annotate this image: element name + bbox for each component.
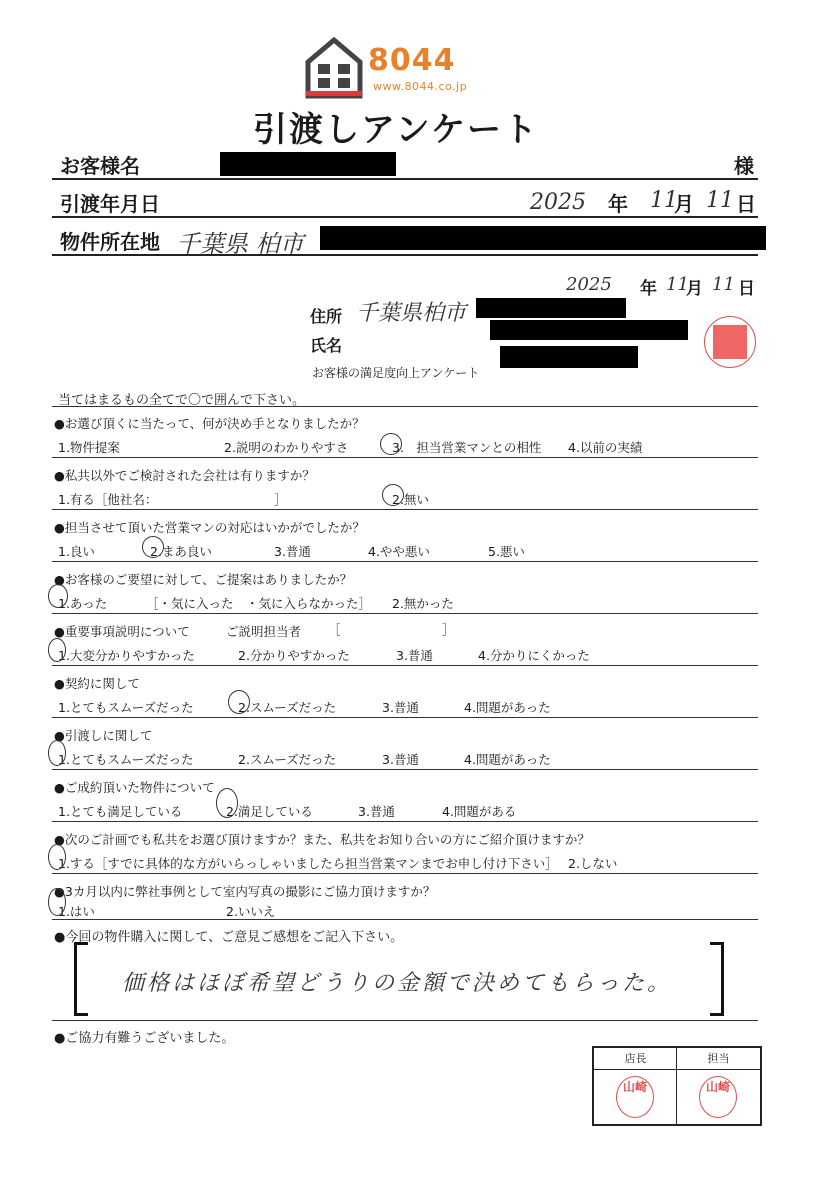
comment-prompt: ●今回の物件購入に関して、ご意見ご感想をご記入下さい。: [54, 930, 404, 945]
selection-circle: [216, 788, 238, 818]
delivery-year-unit: 年: [608, 192, 628, 216]
question-3: [52, 510, 758, 562]
option[interactable]: 1.とてもスムーズだった: [58, 700, 194, 715]
customer-name-row: [52, 144, 758, 180]
selection-circle: [380, 433, 402, 455]
address-label: 住所: [310, 307, 343, 326]
option[interactable]: 4.分かりにくかった: [478, 648, 590, 663]
question-subtext: ご説明担当者: [226, 624, 302, 639]
option[interactable]: 4.問題があった: [464, 752, 551, 767]
question-1: [52, 406, 758, 458]
redacted-name: [220, 152, 396, 176]
selection-circle: [142, 536, 164, 558]
option[interactable]: 1.良い: [58, 544, 95, 559]
option[interactable]: 2.まあ良い: [150, 544, 212, 559]
address-handwritten: 千葉県柏市: [356, 301, 467, 326]
question-2: [52, 458, 758, 510]
staff-stamp-cell: [677, 1048, 760, 1124]
question-5: [52, 614, 758, 666]
option[interactable]: 2.無い: [392, 492, 429, 507]
option[interactable]: 2.説明のわかりやすさ: [224, 440, 349, 455]
seal-redaction: [713, 325, 747, 359]
option[interactable]: 2.いいえ: [226, 904, 276, 919]
divider: [52, 1020, 758, 1021]
survey-name: お客様の満足度向上アンケート: [312, 366, 480, 380]
survey-month: 11: [666, 274, 689, 295]
manager-seal: 山崎: [616, 1076, 654, 1118]
redacted-address-2: [476, 298, 626, 318]
option[interactable]: 3.普通: [382, 700, 419, 715]
redacted-address: [320, 226, 766, 250]
stamp-table: [592, 1046, 762, 1126]
selection-circle: [228, 690, 250, 714]
option[interactable]: 4.問題があった: [464, 700, 551, 715]
brand-url: www.8044.co.jp: [373, 80, 468, 93]
option[interactable]: 1.大変分かりやすかった: [58, 648, 195, 663]
bracket-left: [74, 942, 88, 1016]
brand-logo-text: 8044: [368, 43, 456, 78]
question-text: ●契約に関して: [54, 676, 140, 691]
selection-circle: [48, 740, 66, 766]
option[interactable]: 5.悪い: [488, 544, 525, 559]
delivery-day-unit: 日: [736, 192, 756, 216]
comment-box: [74, 942, 724, 1016]
question-text: ●引渡しに関して: [54, 728, 153, 743]
question-text: ●担当させて頂いた営業マンの対応はいかがでしたか？: [54, 520, 365, 535]
survey-year-unit: 年: [640, 279, 657, 299]
question-8: [52, 770, 758, 822]
selection-circle: [48, 638, 66, 662]
option[interactable]: 3.普通: [274, 544, 311, 559]
option[interactable]: 1.物件提案: [58, 440, 120, 455]
option[interactable]: 2.スムーズだった: [238, 752, 337, 767]
question-9: [52, 822, 758, 874]
question-text: ●私共以外でご検討された会社は有りますか？: [54, 468, 315, 483]
question-text: ●お選び頂くに当たって、何が決め手となりましたか？: [54, 416, 365, 431]
option[interactable]: 1.はい: [58, 904, 95, 919]
question-6: [52, 666, 758, 718]
option[interactable]: 4.やや悪い: [368, 544, 430, 559]
redacted-address-3: [490, 320, 688, 340]
question-text: ●次のご計画でも私共をお選び頂けますか？また、私共をお知り合いの方にご紹介頂けますか？: [54, 832, 590, 847]
question-7: [52, 718, 758, 770]
manager-stamp-cell: [594, 1048, 677, 1124]
option[interactable]: 3.普通: [358, 804, 395, 819]
survey-year: 2025: [566, 274, 612, 295]
question-text: ●3カ月以内に弊社事例として室内写真の撮影にご協力頂けますか？: [54, 884, 436, 899]
option[interactable]: 3.普通: [396, 648, 433, 663]
survey-day-unit: 日: [738, 279, 755, 299]
selection-circle: [48, 844, 66, 870]
option[interactable]: 1.有る［他社名：: [58, 492, 158, 507]
thanks-text: ●ご協力有難うございました。: [54, 1031, 235, 1046]
option[interactable]: 2.分かりやすかった: [238, 648, 350, 663]
option[interactable]: 2.満足している: [226, 804, 313, 819]
question-text: ●お客様のご要望に対して、ご提案はありましたか？: [54, 572, 353, 587]
option[interactable]: 3. 担当営業マンとの相性: [392, 440, 542, 455]
delivery-day: 11: [706, 188, 734, 213]
question-4: [52, 562, 758, 614]
selection-circle: [382, 484, 404, 506]
staff-label: 担当: [677, 1048, 760, 1070]
option[interactable]: 2.スムーズだった: [238, 700, 337, 715]
delivery-year: 2025: [530, 190, 586, 215]
property-location-row: [52, 220, 758, 256]
property-location-label: 物件所在地: [60, 230, 160, 254]
house-logo-icon: [304, 36, 364, 100]
customer-suffix: 様: [734, 154, 754, 178]
option[interactable]: 3.普通: [382, 752, 419, 767]
option: ］: [274, 492, 287, 507]
instruction-text: 当てはまるもの全てで〇で囲んで下さい。: [58, 393, 306, 408]
option[interactable]: 4.問題がある: [442, 804, 517, 819]
delivery-month-unit: 月: [674, 192, 694, 216]
question-text: ●ご成約頂いた物件について: [54, 780, 215, 795]
delivery-date-label: 引渡年月日: [60, 192, 160, 216]
bracket-close: ］: [442, 622, 455, 637]
option[interactable]: 1.とてもスムーズだった: [58, 752, 194, 767]
selection-circle: [48, 584, 68, 608]
question-10: [52, 874, 758, 920]
customer-name-label: お客様名: [60, 154, 140, 178]
page-title: 引渡しアンケート: [253, 110, 539, 150]
property-location-handwritten: 千葉県 柏市: [176, 230, 304, 258]
question-text: ●重要事項説明について: [54, 624, 190, 639]
delivery-date-row: [52, 182, 758, 218]
option[interactable]: ［・気に入った ・気に入らなかった］: [146, 596, 372, 611]
bracket-right: [710, 942, 724, 1016]
selection-circle: [48, 888, 66, 916]
survey-month-unit: 月: [686, 279, 703, 299]
comment-handwritten: 価格はほぼ希望どうりの金額で決めてもらった。: [122, 971, 673, 996]
option[interactable]: 2.無かった: [392, 596, 454, 611]
name-label: 氏名: [310, 336, 343, 355]
staff-seal: 山崎: [699, 1076, 737, 1118]
delivery-month: 11: [650, 188, 678, 213]
option[interactable]: 4.以前の実績: [568, 440, 643, 455]
bracket-open: ［: [328, 622, 341, 637]
option[interactable]: 1.する［すでに具体的な方がいらっしゃいましたら担当営業マンまでお申し付け下さい］: [58, 856, 558, 871]
personal-seal: [704, 316, 756, 368]
option[interactable]: 1.とても満足している: [58, 804, 183, 819]
redacted-name-2: [500, 346, 638, 368]
manager-label: 店長: [594, 1048, 677, 1070]
survey-day: 11: [712, 274, 735, 295]
option[interactable]: 1.あった: [58, 596, 108, 611]
option[interactable]: 2.しない: [568, 856, 618, 871]
